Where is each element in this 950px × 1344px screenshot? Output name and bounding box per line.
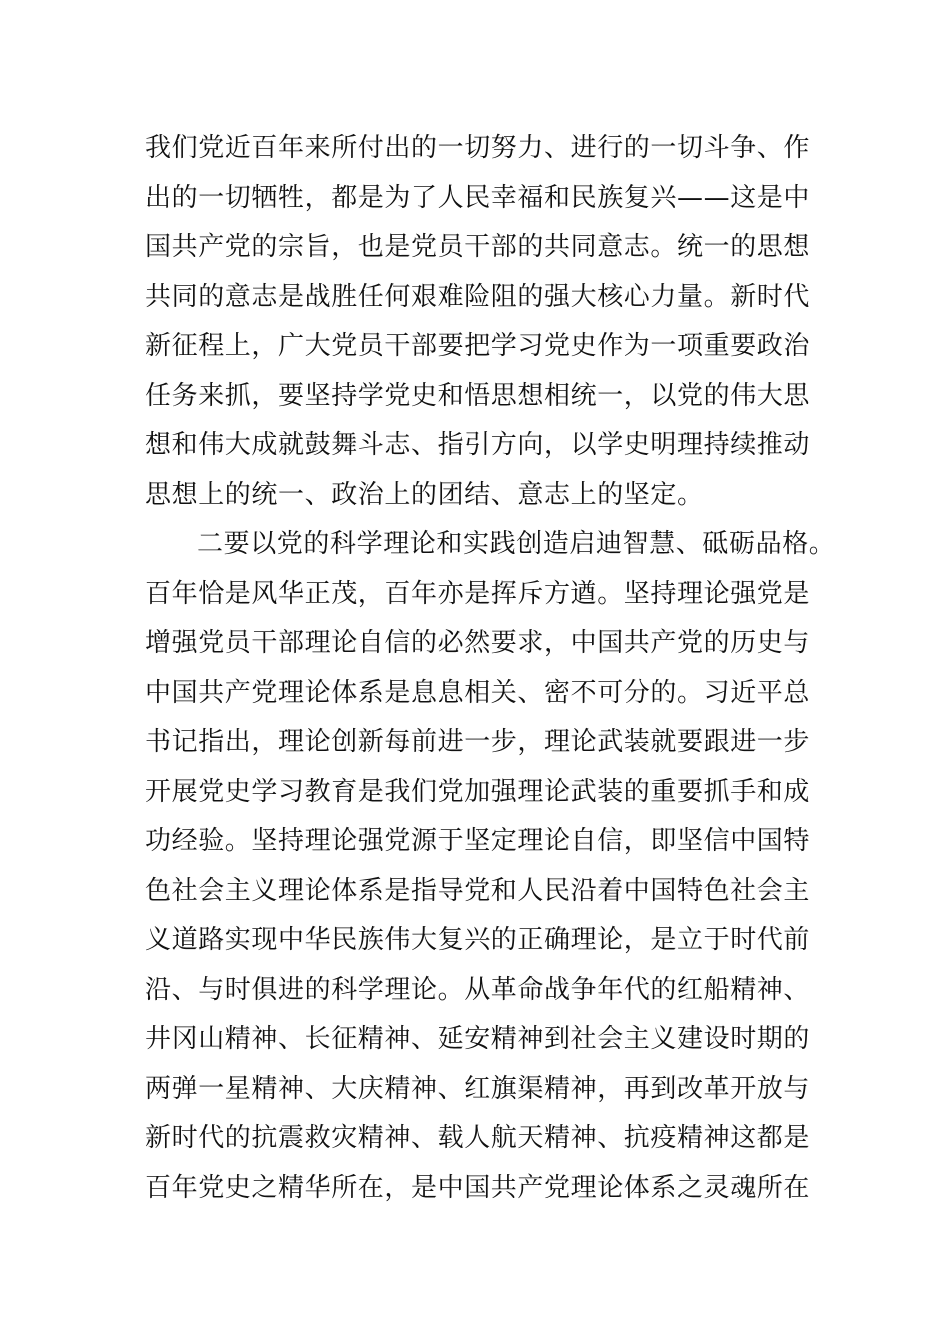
text-line: 中国共产党理论体系是息息相关、密不可分的。习近平总	[145, 677, 811, 708]
text-line: 两弹一星精神、大庆精神、红旗渠精神，再到改革开放与	[145, 1073, 811, 1104]
text-line: 增强党员干部理论自信的必然要求，中国共产党的历史与	[145, 628, 811, 658]
text-line: 国共产党的宗旨，也是党员干部的共同意志。统一的思想	[145, 232, 811, 262]
text-line: 思想上的统一、政治上的团结、意志上的坚定。	[145, 479, 704, 510]
text-line: 新征程上，广大党员干部要把学习党史作为一项重要政治	[145, 331, 811, 361]
text-line: 开展党史学习教育是我们党加强理论武装的重要抓手和成	[145, 776, 811, 807]
text-line: 功经验。坚持理论强党源于坚定理论自信，即坚信中国特	[145, 826, 811, 856]
text-line: 新时代的抗震救灾精神、载人航天精神、抗疫精神这都是	[145, 1123, 811, 1153]
text-line: 色社会主义理论体系是指导党和人民沿着中国特色社会主	[145, 875, 811, 906]
body-text	[145, 124, 836, 1213]
text-line: 义道路实现中华民族伟大复兴的正确理论，是立于时代前	[145, 925, 811, 955]
text-line: 我们党近百年来所付出的一切努力、进行的一切斗争、作	[145, 133, 811, 163]
text-line: 沿、与时俱进的科学理论。从革命战争年代的红船精神、	[145, 974, 811, 1005]
text-line: 出的一切牺牲，都是为了人民幸福和民族复兴——这是中	[145, 182, 811, 213]
text-line: 任务来抓，要坚持学党史和悟思想相统一，以党的伟大思	[145, 380, 811, 411]
text-line: 百年恰是风华正茂，百年亦是挥斥方遒。坚持理论强党是	[145, 578, 811, 609]
text-line: 井冈山精神、长征精神、延安精神到社会主义建设时期的	[145, 1024, 811, 1054]
text-line: 想和伟大成就鼓舞斗志、指引方向，以学史明理持续推动	[145, 430, 811, 460]
text-line: 共同的意志是战胜任何艰难险阻的强大核心力量。新时代	[145, 281, 811, 312]
paragraph-heading-line: 二要以党的科学理论和实践创造启迪智慧、砥砺品格。	[197, 529, 836, 559]
text-line: 百年党史之精华所在，是中国共产党理论体系之灵魂所在	[145, 1172, 811, 1203]
text-line: 书记指出，理论创新每前进一步，理论武装就要跟进一步	[145, 727, 811, 757]
